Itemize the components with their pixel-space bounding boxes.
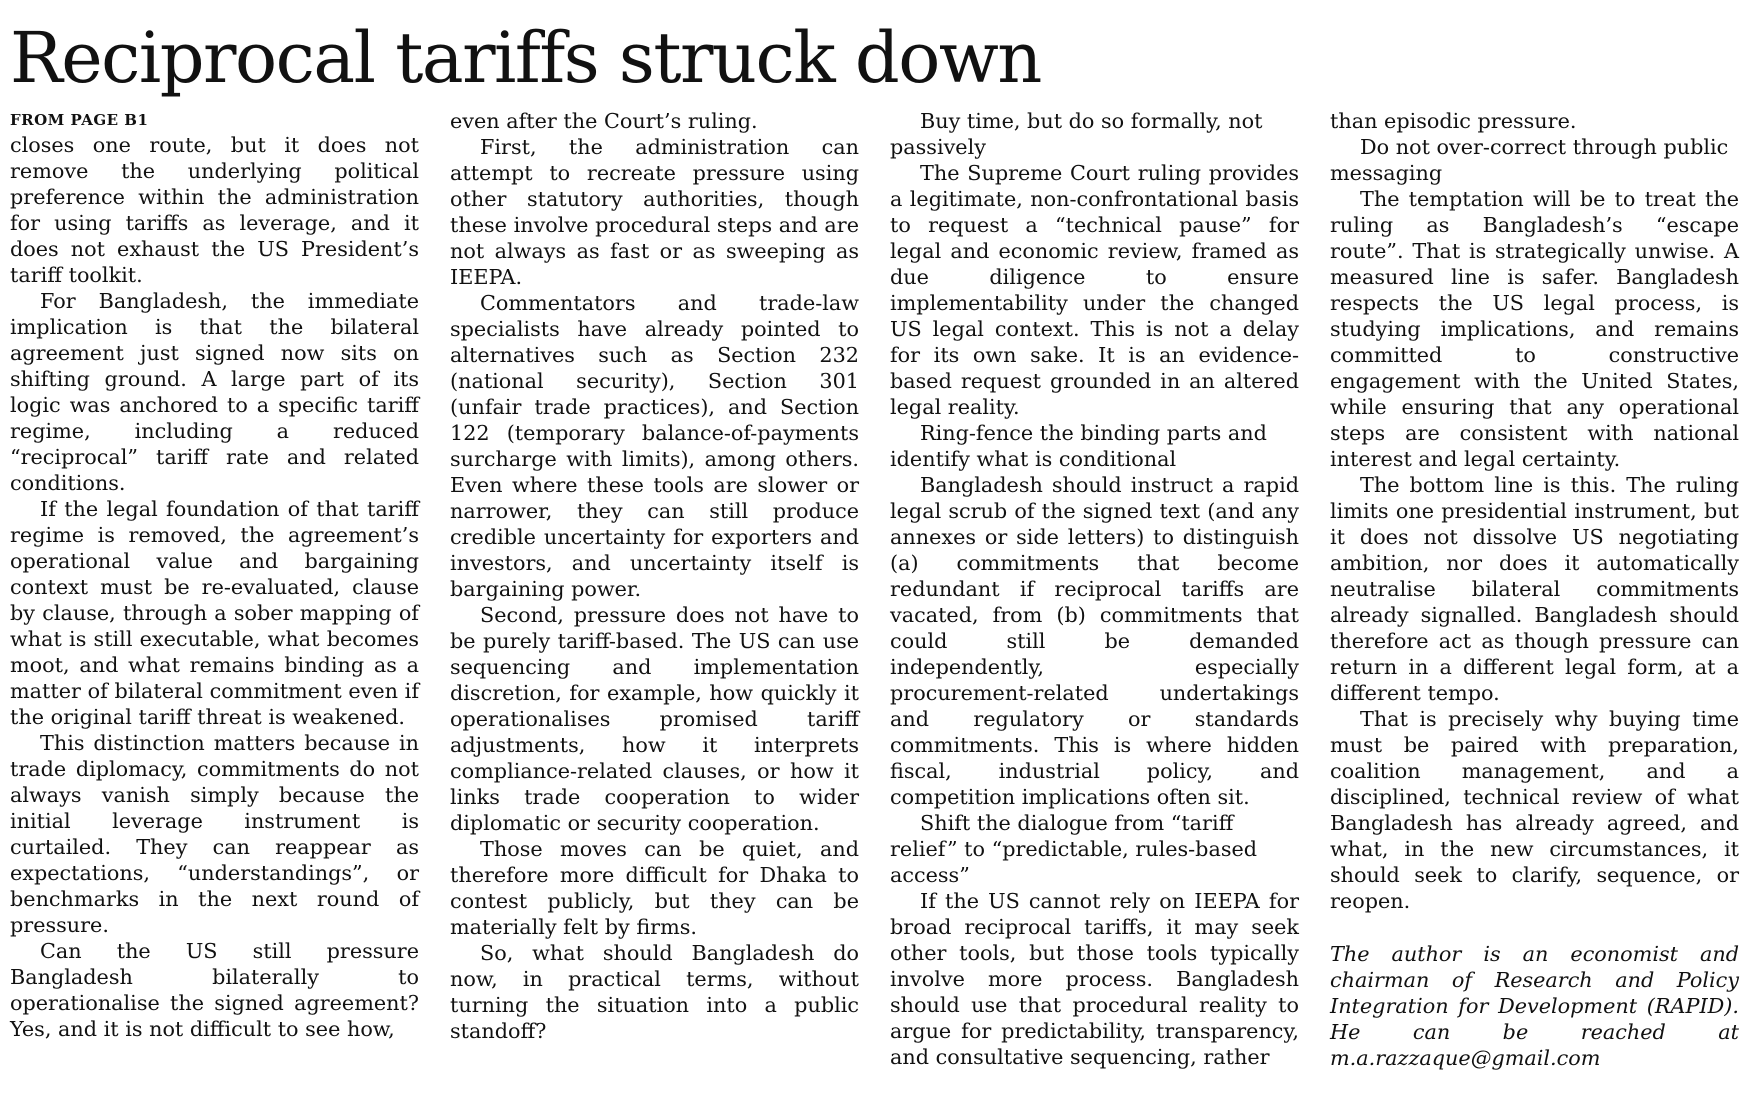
paragraph: Commentators and trade-law specialists have already pointed to alternatives such as Section 232 (national security), Section 301 (unfair trade practices), and Section 122 (temporary balance-of-payments surcharge with limits), among others. Even where these tools are slower or narrower, they can still produce credible uncertainty for exporters and investors, and uncertainty itself is bargaining power. bbox=[450, 291, 859, 601]
paragraph: than episodic pressure. bbox=[1330, 109, 1577, 133]
subheading: Do not over-correct through public messaging bbox=[1330, 135, 1729, 185]
paragraph: If the legal foundation of that tariff regime is removed, the agreement’s operational value and bargaining context must be re-evaluated, clause by clause, through a sober mapping of what is still executable, what becomes moot, and what remains binding as a matter of bilateral commitment even if the original tariff threat is weakened. bbox=[10, 497, 419, 729]
paragraph: That is precisely why buying time must be paired with preparation, coalition management, and a disciplined, technical review of what Bangladesh has already agreed, and what, in the new circumstances, it should seek to clarify, sequence, or reopen. bbox=[1330, 707, 1739, 913]
paragraph: Those moves can be quiet, and therefore more difficult for Dhaka to contest publicly, but they can be materially felt by firms. bbox=[450, 837, 859, 939]
author-bio: The author is an economist and chairman of Research and Policy Integration for Development (RAPID). He can be reached at m.a.razzaque@gmail.com bbox=[1330, 942, 1739, 1070]
paragraph: Can the US still pressure Bangladesh bilaterally to operationalise the signed agreement? Yes, and it is not difficult to see how, bbox=[10, 939, 419, 1041]
paragraph: The temptation will be to treat the ruling as Bangladesh’s “escape route”. That is strategically unwise. A measured line is safer. Bangladesh respects the US legal process, is studying implications, and remains committed to constructive engagement with the United States, while ensuring that any operational steps are consistent with national interest and legal certainty. bbox=[1330, 187, 1739, 471]
newspaper-page bbox=[10, 0, 1739, 1116]
paragraph: So, what should Bangladesh do now, in practical terms, without turning the situation into a public standoff? bbox=[450, 941, 859, 1043]
paragraph: First, the administration can attempt to recreate pressure using other statutory authorities, though these involve procedural steps and are not always as fast or as sweeping as IEEPA. bbox=[450, 135, 859, 289]
jump-line: FROM PAGE B1 bbox=[10, 111, 149, 129]
subheading: Shift the dialogue from “tariff relief” to “predictable, rules-based access” bbox=[890, 811, 1258, 887]
paragraph: closes one route, but it does not remove the underlying political preference within the administration for using tariffs as leverage, and it does not exhaust the US President’s tariff toolkit. bbox=[10, 133, 419, 287]
headline: Reciprocal tariffs struck down bbox=[10, 17, 1041, 99]
column-3 bbox=[890, 108, 1299, 1070]
subheading: Ring-fence the binding parts and identify what is conditional bbox=[890, 421, 1267, 471]
paragraph: Bangladesh should instruct a rapid legal scrub of the signed text (and any annexes or side letters) to distinguish (a) commitments that become redundant if reciprocal tariffs are vacated, from (b) commitments that could still be demanded independently, especially procurement-related undertakings and regulatory or standards commitments. This is where hidden fiscal, industrial policy, and competition implications often sit. bbox=[890, 473, 1299, 809]
subheading: Buy time, but do so formally, not passively bbox=[890, 109, 1263, 159]
paragraph: The bottom line is this. The ruling limits one presidential instrument, but it does not dissolve US negotiating ambition, nor does it automatically neutralise bilateral commitments already signalled. Bangladesh should therefore act as though pressure can return in a different legal form, at a different tempo. bbox=[1330, 473, 1739, 705]
paragraph: This distinction matters because in trade diplomacy, commitments do not always vanish simply because the initial leverage instrument is curtailed. They can reappear as expectations, “understandings”, or benchmarks in the next round of pressure. bbox=[10, 731, 419, 937]
column-1 bbox=[10, 108, 419, 1042]
paragraph: If the US cannot rely on IEEPA for broad reciprocal tariffs, it may seek other tools, but those tools typically involve more process. Bangladesh should use that procedural reality to argue for predictability, transparency, and consultative sequencing, rather bbox=[890, 889, 1299, 1069]
paragraph: The Supreme Court ruling provides a legitimate, non-confrontational basis to request a “technical pause” for legal and economic review, framed as due diligence to ensure implementability under the changed US legal context. This is not a delay for its own sake. It is an evidence-based request grounded in an altered legal reality. bbox=[890, 161, 1299, 419]
column-2 bbox=[450, 108, 859, 1044]
paragraph: For Bangladesh, the immediate implication is that the bilateral agreement just signed now sits on shifting ground. A large part of its logic was anchored to a specific tariff regime, including a reduced “reciprocal” tariff rate and related conditions. bbox=[10, 289, 419, 495]
paragraph: Second, pressure does not have to be purely tariff-based. The US can use sequencing and implementation discretion, for example, how quickly it operationalises promised tariff adjustments, how it interprets compliance-related clauses, or how it links trade cooperation to wider diplomatic or security cooperation. bbox=[450, 603, 859, 835]
article-body bbox=[10, 108, 1739, 1108]
column-4 bbox=[1330, 108, 1739, 1071]
paragraph: even after the Court’s ruling. bbox=[450, 109, 758, 133]
